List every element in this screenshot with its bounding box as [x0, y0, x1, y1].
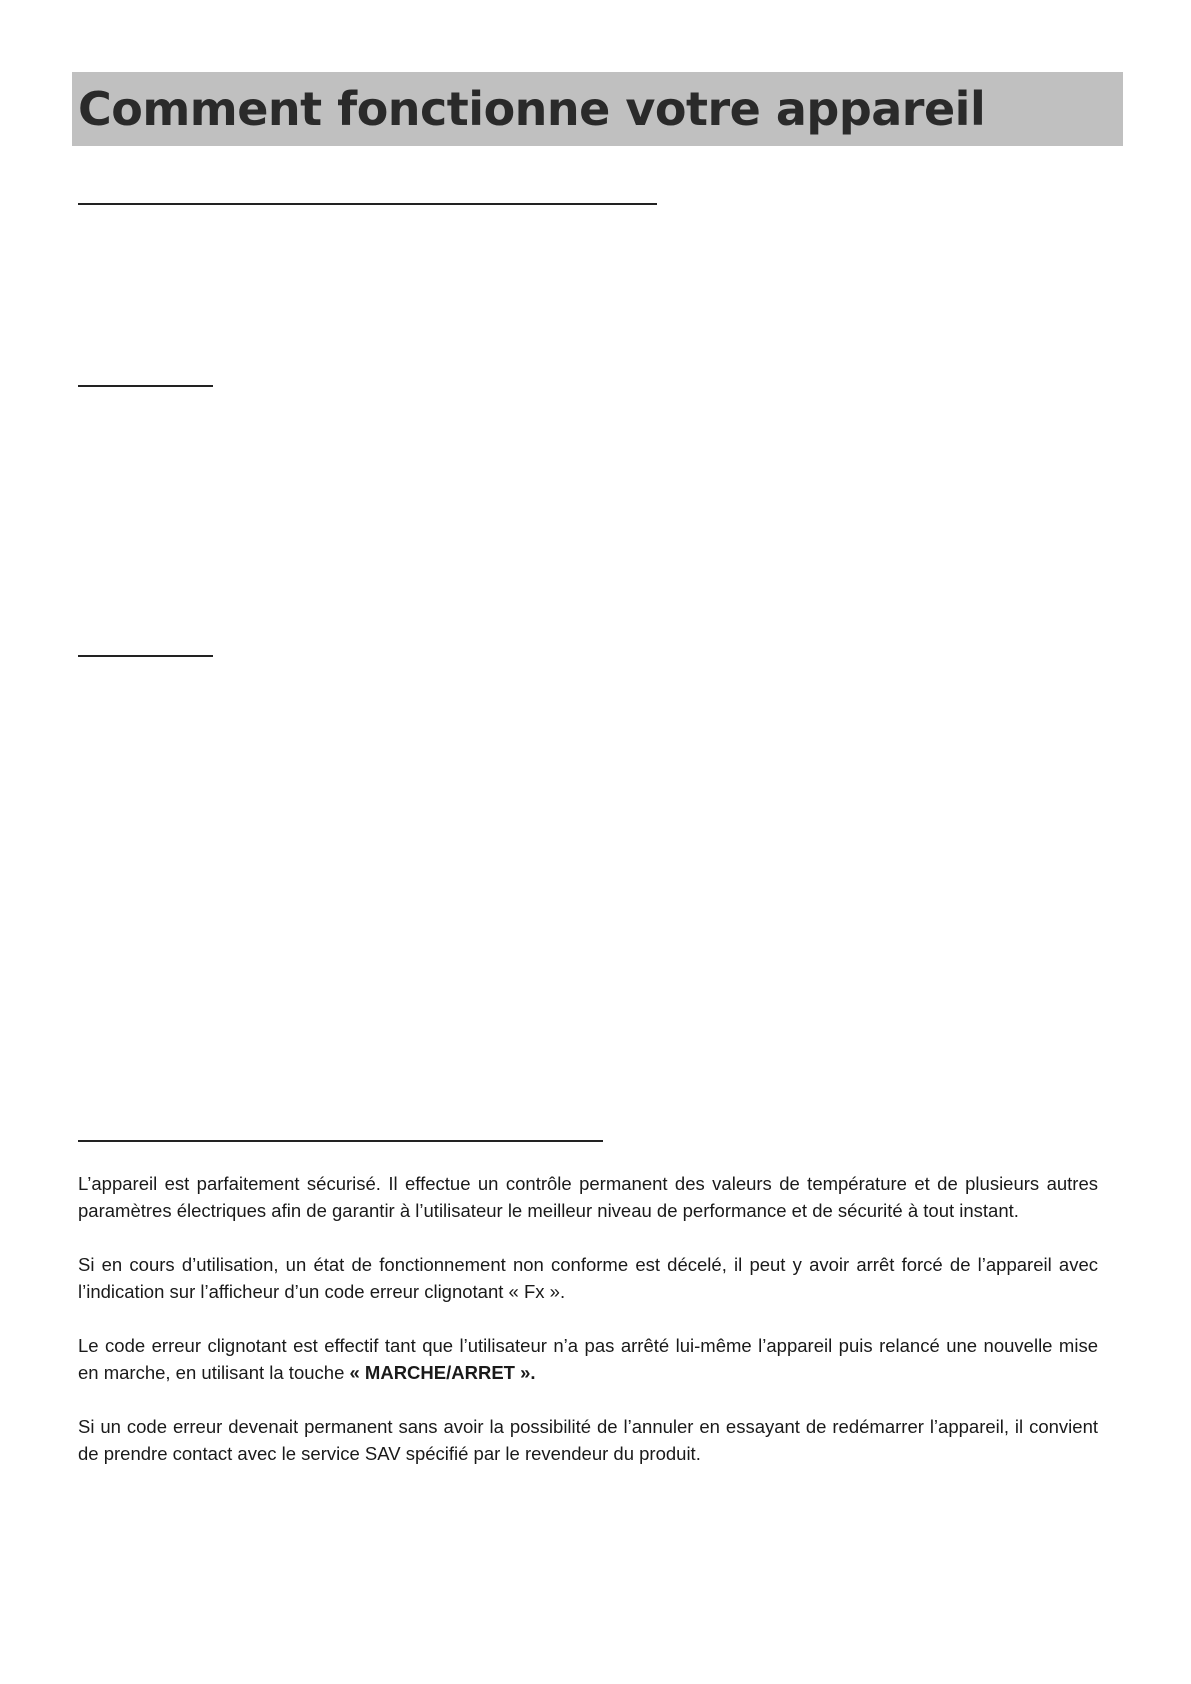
page-title-banner [72, 72, 1123, 146]
section-heading-underline-3 [78, 655, 213, 657]
paragraph-safety-control: L’appareil est parfaitement sécurisé. Il effectue un contrôle permanent des valeurs de température et de plusieurs autres paramètres électriques afin de garantir à l’utilisateur le meilleur niveau de performance et de sécurité à tout instant. [78, 1173, 1098, 1221]
paragraph-error-reset-text: Le code erreur clignotant est effectif tant que l’utilisateur n’a pas arrêté lui-même l’appareil puis relancé une nouvelle mise en marche, en utilisant la touche [78, 1335, 1098, 1383]
page-title: Comment fonctionne votre appareil [78, 82, 986, 136]
safety-section-body [78, 1170, 1098, 1467]
paragraph-contact-service: Si un code erreur devenait permanent sans avoir la possibilité de l’annuler en essayant de redémarrer l’appareil, il convient de prendre contact avec le service SAV spécifié par le revendeur du produit. [78, 1416, 1098, 1464]
on-off-key-label: « MARCHE/ARRET ». [349, 1362, 536, 1383]
paragraph-error-detection: Si en cours d’utilisation, un état de fonctionnement non conforme est décelé, il peut y avoir arrêt forcé de l’appareil avec l’indication sur l’afficheur d’un code erreur clignotant « Fx ». [78, 1254, 1098, 1302]
paragraph-error-reset [78, 1332, 1098, 1386]
section-heading-underline-1 [78, 203, 657, 205]
section-heading-underline-2 [78, 385, 213, 387]
section-heading-underline-4 [78, 1140, 603, 1142]
